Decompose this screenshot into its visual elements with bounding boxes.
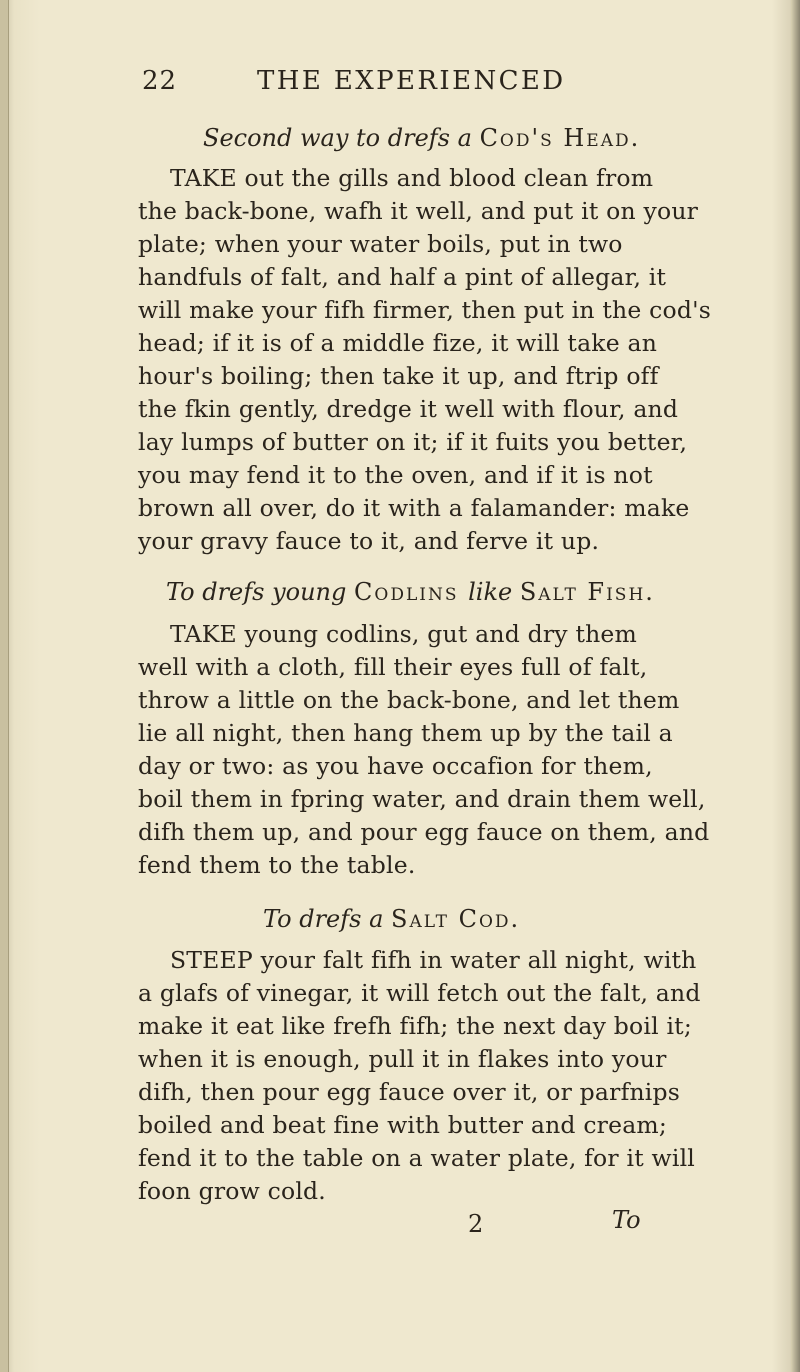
text-line: difh, then pour egg fauce over it, or parfnips [138, 1078, 681, 1106]
title-part: Salt Cod. [391, 905, 521, 933]
running-head: THE EXPERIENCED [257, 66, 566, 96]
text-line: STEEP your falt fifh in water all night, with [170, 946, 697, 974]
title-part: Second way to drefs a [203, 124, 480, 152]
text-line: foon grow cold. [138, 1177, 326, 1205]
text-line: hour's boiling; then take it up, and ftrip off [138, 362, 659, 390]
text-line: lie all night, then hang them up by the tail a [138, 719, 673, 747]
page-gutter-edge [0, 0, 9, 1372]
title-part: Salt Fish. [519, 578, 655, 606]
page-header [142, 66, 662, 106]
text-line: boiled and beat fine with butter and cream; [138, 1111, 668, 1139]
text-line: lay lumps of butter on it; if it fuits you better, [138, 428, 688, 456]
text-line: fend it to the table on a water plate, for it will [138, 1144, 696, 1172]
text-line: when it is enough, pull it in flakes into your [138, 1045, 667, 1073]
text-line: head; if it is of a middle fize, it will take an [138, 329, 658, 357]
section-title-salt-cod [263, 905, 520, 933]
title-part: Cod's Head. [479, 124, 641, 152]
text-line: boil them in fpring water, and drain them well, [138, 785, 706, 813]
text-line: the back-bone, wafh it well, and put it on your [138, 197, 699, 225]
text-line: TAKE out the gills and blood clean from [170, 164, 654, 192]
text-line: brown all over, do it with a falamander: make [138, 494, 690, 522]
text-line: a glafs of vinegar, it will fetch out the falt, and [138, 979, 701, 1007]
section-title-codlins [166, 578, 655, 606]
signature-mark: 2 [468, 1210, 484, 1238]
text-line: handfuls of falt, and half a pint of allegar, it [138, 263, 667, 291]
text-line: the fkin gently, dredge it well with flour, and [138, 395, 679, 423]
title-part: To drefs young [166, 578, 355, 606]
title-part: like [468, 578, 520, 606]
page-number: 22 [142, 66, 178, 96]
text-line: fend them to the table. [138, 851, 416, 879]
catchword: To [612, 1206, 641, 1234]
title-part: To drefs a [263, 905, 392, 933]
text-line: your gravy fauce to it, and ferve it up. [138, 527, 600, 555]
section-title-cods-head [203, 124, 640, 152]
text-line: well with a cloth, fill their eyes full of falt, [138, 653, 648, 681]
text-line: day or two: as you have occafion for them, [138, 752, 653, 780]
text-line: throw a little on the back-bone, and let them [138, 686, 680, 714]
text-line: difh them up, and pour egg fauce on them, and [138, 818, 710, 846]
text-line: will make your fifh firmer, then put in the cod's [138, 296, 711, 324]
title-part: Codlins [354, 578, 469, 606]
text-line: make it eat like frefh fifh; the next day boil it; [138, 1012, 692, 1040]
text-line: you may fend it to the oven, and if it is not [138, 461, 653, 489]
text-line: plate; when your water boils, put in two [138, 230, 623, 258]
page-fore-edge [791, 0, 800, 1372]
text-line: TAKE young codlins, gut and dry them [170, 620, 638, 648]
